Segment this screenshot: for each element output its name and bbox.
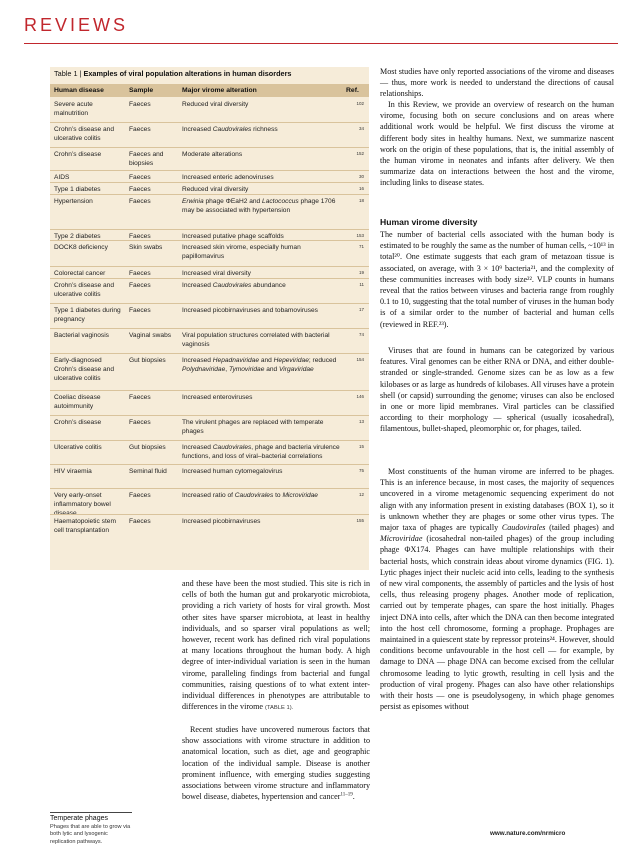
row-rule bbox=[50, 240, 369, 241]
cell-disease: Coeliac disease autoimmunity bbox=[54, 394, 101, 410]
cell-disease: Very early-onset inflammatory bowel bbox=[54, 492, 111, 508]
cell-ref: 13 bbox=[358, 419, 364, 424]
th-alteration: Major virome alteration bbox=[182, 87, 257, 94]
cell-disease: DOCK8 deficiency bbox=[54, 244, 108, 251]
cell-ref: 152 bbox=[356, 151, 364, 156]
cell-alteration: Increased Caudovirales richness bbox=[182, 126, 278, 133]
cell-ref: 74 bbox=[358, 332, 364, 337]
cell-ref: 153 bbox=[356, 233, 364, 238]
cell-sample: Faeces bbox=[129, 307, 151, 314]
cell-sample: Faeces bbox=[129, 101, 151, 108]
cell-alteration: Increased picobirnaviruses and tobamoviruses bbox=[182, 307, 318, 314]
cell-disease: Type 1 diabetes during pregnancy bbox=[54, 307, 121, 323]
row-rule bbox=[50, 229, 369, 230]
cell-sample: Gut biopsies bbox=[129, 444, 166, 451]
cell-sample: Gut biopsies bbox=[129, 357, 166, 364]
cell-sample: Vaginal swabs bbox=[129, 332, 172, 339]
row-rule bbox=[50, 440, 369, 441]
cell-alteration: Increased Hepadnaviridae and Hepeviridae; reduced Polydnaviridae, Tymoviridae and Virgaviridae bbox=[182, 357, 337, 373]
row-rule bbox=[50, 182, 369, 183]
cell-ref: 18 bbox=[358, 198, 364, 203]
cell-sample: Faeces bbox=[129, 282, 151, 289]
cell-disease: Crohn’s disease bbox=[54, 151, 102, 158]
cell-sample: Faeces bbox=[129, 419, 151, 426]
cell-sample: Faeces bbox=[129, 518, 151, 525]
cell-disease: Crohn’s disease and ulcerative colitis bbox=[54, 126, 114, 142]
cell-sample: Faeces bbox=[129, 492, 151, 499]
cell-disease: Crohn’s disease bbox=[54, 419, 102, 426]
cell-sample: Faeces bbox=[129, 270, 151, 277]
cell-ref: 17 bbox=[358, 307, 364, 312]
cell-disease: Severe acute malnutrition bbox=[54, 101, 93, 117]
row-rule bbox=[50, 266, 369, 267]
cell-alteration: Increased enteroviruses bbox=[182, 394, 253, 401]
cell-alteration: Increased human cytomegalovirus bbox=[182, 468, 283, 475]
row-rule bbox=[50, 353, 369, 354]
table-ref-link[interactable]: (TABLE 1). bbox=[265, 705, 294, 712]
cell-alteration: Reduced viral diversity bbox=[182, 186, 249, 193]
cell-alteration: Increased skin virome, especially human papillomavirus bbox=[182, 244, 301, 260]
glossary-rule bbox=[50, 812, 132, 813]
row-rule bbox=[50, 303, 369, 304]
row-rule bbox=[50, 278, 369, 279]
cell-alteration: Viral population structures correlated with bacterial vaginosis bbox=[182, 332, 330, 348]
cell-alteration: Increased viral diversity bbox=[182, 270, 251, 277]
cell-alteration: The virulent phages are replaced with temperate phages bbox=[182, 419, 324, 435]
cell-disease: Type 2 diabetes bbox=[54, 233, 101, 240]
left-p1-text: and these have been the most studied. This site is rich in cells of both the human gut and prokaryotic microbiota, providing a rich variety of hosts for viral growth. Most other sites have sparser microbiota, at least in healthy individuals, and so sparser viral populations as well; however, recent work has defined rich viral populations at many locations throughout the human body. A high degree of inter-individual variation is seen in the human virome, paralleling findings from bacterial and fungal communities, raising questions of to what extent inter-individual differences in phenotypes are attributable to differences in the virome bbox=[182, 579, 370, 712]
cell-ref: 30 bbox=[358, 174, 364, 179]
row-rule bbox=[50, 194, 369, 195]
section-header: REVIEWS bbox=[24, 15, 129, 35]
cell-ref: 102 bbox=[356, 101, 364, 106]
cell-sample: Faeces bbox=[129, 174, 151, 181]
left-p2-text: Recent studies have uncovered numerous factors that show associations with virome structure in addition to anatomical location, such as diet, age and geographic location of the individual sample. Disease is another prominent influence, with emerging studies suggesting associations between virome structure and inflammatory bowel disease, diabetes, hypertension and cancer bbox=[182, 725, 370, 802]
glossary-definition: Phages that are able to grow via both lytic and lysogenic replication pathways. bbox=[50, 824, 131, 845]
cell-disease: Early-diagnosed Crohn’s disease and ulcerative colitis bbox=[54, 357, 114, 382]
left-paragraph-1 bbox=[182, 578, 370, 714]
cell-disease: Crohn’s disease and ulcerative colitis bbox=[54, 282, 114, 298]
cell-ref: 19 bbox=[358, 270, 364, 275]
cell-sample: Faeces bbox=[129, 186, 151, 193]
cell-ref: 15 bbox=[358, 444, 364, 449]
th-disease: Human disease bbox=[54, 87, 104, 94]
row-rule bbox=[50, 328, 369, 329]
table-title: Examples of viral population alterations in human disorders bbox=[83, 69, 292, 78]
cell-ref: 155 bbox=[356, 518, 364, 523]
row-rule bbox=[50, 147, 369, 148]
cell-alteration: Increased Caudovirales, phage and bacteria virulence functions, and loss of viral–bacterial correlations bbox=[182, 444, 340, 460]
row-rule bbox=[50, 122, 369, 123]
table-number: Table 1 bbox=[54, 69, 78, 78]
cell-disease: Colorectal cancer bbox=[54, 270, 106, 277]
cell-alteration: Increased putative phage scaffolds bbox=[182, 233, 284, 240]
cell-ref: 11 bbox=[359, 282, 364, 287]
cell-alteration: Reduced viral diversity bbox=[182, 101, 249, 108]
row-rule bbox=[50, 415, 369, 416]
cell-ref: 146 bbox=[356, 394, 364, 399]
section-heading: Human virome diversity bbox=[380, 217, 478, 227]
th-ref: Ref. bbox=[346, 87, 359, 94]
cell-alteration: Increased enteric adenoviruses bbox=[182, 174, 274, 181]
cell-sample: Seminal fluid bbox=[129, 468, 167, 475]
cell-disease: Haematopoietic stem cell transplantation bbox=[54, 518, 116, 534]
cell-ref: 12 bbox=[358, 492, 364, 497]
cell-sample: Faeces bbox=[129, 394, 151, 401]
left-paragraph-2: Recent studies have uncovered numerous factors that show associations with virome structure in addition to anatomical location, such as diet, age and geographic location of the individual sample. Disease is another prominent influence, with emerging studies suggesting associations between virome structure and inflammatory bowel disease, diabetes, hypertension and cancer$^{11-19}$. bbox=[182, 725, 370, 802]
cell-ref: 34 bbox=[358, 126, 364, 131]
cell-disease: Hypertension bbox=[54, 198, 93, 205]
cell-alteration: Moderate alterations bbox=[182, 151, 243, 158]
cell-alteration: Erwinia phage ΦEaH2 and Lactococcus phage 1706 may be associated with hypertension bbox=[182, 198, 336, 214]
table-caption: Table 1 | Examples of viral population alterations in human disorders bbox=[54, 69, 292, 78]
right-paragraph-2: In this Review, we provide an overview of research on the human virome, focusing both on secure conclusions and on areas where additional work would be helpful. We first discuss the virome at different body sites in healthy humans. Next, we summarize nascent work on the origin of these populations, that is, the initial assembly of the human virome in neonates and infants after delivery. We then summarize data on interactions between the host and the virome, including links to disease states. bbox=[380, 100, 614, 188]
cell-sample: Skin swabs bbox=[129, 244, 163, 251]
cell-disease: Type 1 diabetes bbox=[54, 186, 101, 193]
cell-disease: AIDS bbox=[54, 174, 70, 181]
right-paragraph-5: Most constituents of the human virome are inferred to be phages. This is an inference because, in most cases, the majority of sequences uncovered in a virome metagenomic sequencing experiment do not align with any information present in existing databases (BOX 1), so it is unknown whether they are phages or some other virus types. The major taxa of phages are typically Caudovirales (tailed phages) and Microviridae (icosahedral non-tailed phages) of the group including phage ΦX174. Phages can have multiple relationships with their bacterial hosts, which constrain ideas about virome dynamics (FIG. 1). Lytic phages inject their nucleic acid into cells, leading to the synthesis of new viral components, the assembly of particles and the lysis of host cells, thus releasing progeny phages. Another mode of replication, carried out by temperate phages, can spare the host initially. Phages inject DNA into cells, after which the DNA can then become integrated into the host cell chromosome, forming a prophage. Prophages are maintained in a quiescent state by repressor proteins²⁴. However, should conditions become unfavourable in the host cell — for example, by damage to DNA — phage DNA can become excised from the cellular chromosome leading to lytic growth, resulting in cell lysis and the production of viral progeny. Phages can also have other relationships with their hosts — one is pseudolysogeny, in which phage genomes persist as episomes without bbox=[380, 467, 615, 712]
cell-alteration: Increased Caudovirales abundance bbox=[182, 282, 286, 289]
cell-disease: HIV viraemia bbox=[54, 468, 92, 475]
row-rule bbox=[50, 514, 369, 515]
right-paragraph-3: The number of bacterial cells associated with the human body is estimated to be roughly the same as the number of human cells, ~10¹³ in total²⁰. One estimate suggests that each gram of metazoan tissue is associated, on average, with 3 × 10⁹ bacteria²¹, and the complexity of these communities increases with body size²². VLP counts in humans reveal that the ratios between viruses and bacteria range from roughly 0.1 to 10, suggesting that the total number of viruses in the human body is of a similar order to the number of bacterial and human cells (reviewed in REF.²³). bbox=[380, 230, 614, 329]
left-p2-refs: 11–19 bbox=[340, 792, 353, 798]
cell-ref: 75 bbox=[358, 468, 364, 473]
right-paragraph-1: Most studies have only reported associations of the virome and diseases — thus, more work is needed to understand the directions of causal relationships. bbox=[380, 67, 614, 99]
cell-sample: Faeces bbox=[129, 198, 151, 205]
header-rule bbox=[24, 43, 618, 44]
cell-sample: Faeces bbox=[129, 126, 151, 133]
cell-sample: Faeces and biopsies bbox=[129, 151, 164, 167]
row-rule bbox=[50, 170, 369, 171]
th-sample: Sample bbox=[129, 87, 154, 94]
cell-disease: Bacterial vaginosis bbox=[54, 332, 109, 339]
cell-alteration: Increased picobirnaviruses bbox=[182, 518, 261, 525]
cell-sample: Faeces bbox=[129, 233, 151, 240]
cell-ref: 71 bbox=[358, 244, 364, 249]
cell-ref: 16 bbox=[358, 186, 364, 191]
cell-ref: 154 bbox=[356, 357, 364, 362]
row-rule bbox=[50, 464, 369, 465]
row-rule bbox=[50, 390, 369, 391]
row-rule bbox=[50, 488, 369, 489]
right-paragraph-4: Viruses that are found in humans can be categorized by various features. Viral genomes can be either RNA or DNA, and either double-stranded or single-stranded. Genome sizes can be as low as a few kilobases or as large as hundreds of kilobases. All viruses have a protein shell (or capsid) surrounding the genome; viruses can also be enclosed in one or more lipid membranes. Viral particles can be classified according to their morphology — spherical (usually icosahedral), filamentous, bullet-shaped, pleomorphic or, for phages, tailed. bbox=[380, 346, 614, 434]
footer-url[interactable]: www.nature.com/nrmicro bbox=[490, 830, 566, 837]
cell-alteration: Increased ratio of Caudovirales to Microviridae bbox=[182, 492, 318, 499]
glossary-term: Temperate phages bbox=[50, 815, 108, 822]
cell-disease: Ulcerative colitis bbox=[54, 444, 102, 451]
